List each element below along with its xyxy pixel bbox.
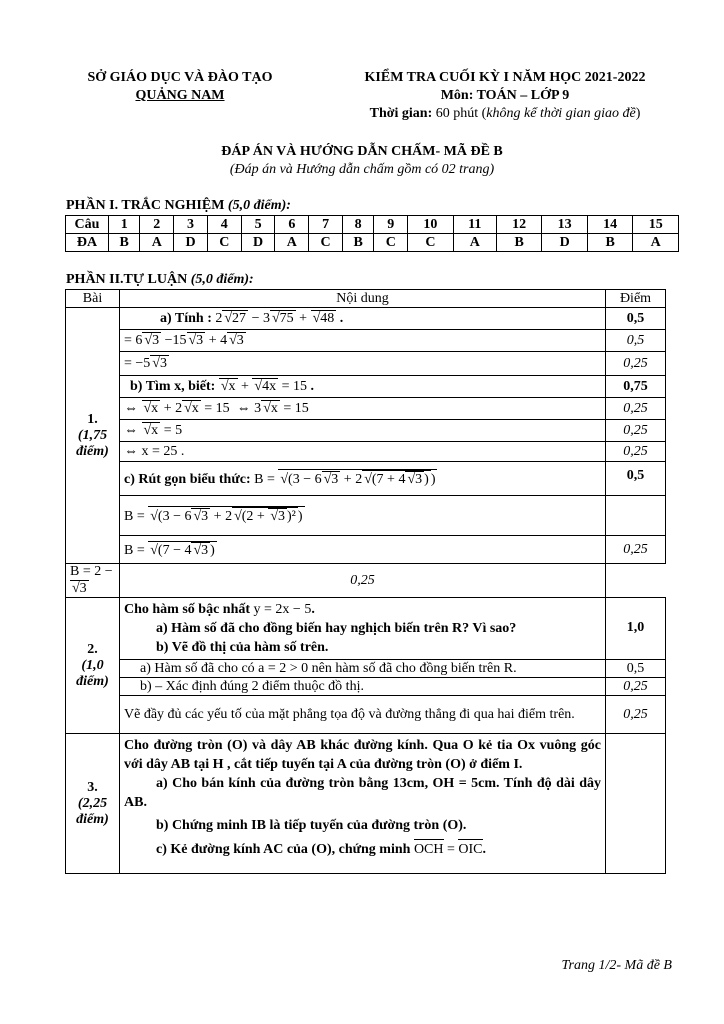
q1-points-1: (1,75	[77, 427, 108, 443]
mcq-number-cell: 13	[542, 216, 588, 234]
answer-key-subtitle: (Đáp án và Hướng dẫn chấm gồm có 02 trang)	[229, 162, 495, 177]
q1a-step1-row	[66, 330, 666, 352]
q2-score: 1,0	[606, 598, 666, 660]
q1c-step2-row	[66, 536, 666, 564]
angle-oic: OIC	[458, 839, 482, 859]
mcq-number-cell: 6	[275, 216, 309, 234]
mcq-number-cell: 12	[496, 216, 542, 234]
q1c-step3: B = 2 − √3	[66, 564, 120, 598]
province-name	[60, 88, 300, 104]
q2b-answer-row	[66, 678, 666, 696]
q2-label-cell	[66, 598, 120, 734]
q1c-label: c) Rút gọn biểu thức:	[124, 472, 255, 487]
q3-label-cell	[66, 734, 120, 874]
q1c-step2-score: 0,25	[606, 536, 666, 564]
col-header-score: Điểm	[606, 290, 666, 308]
q1a-score: 0,5	[606, 308, 666, 330]
q2-number: 2.	[87, 641, 98, 657]
q1c-expression: B = √(3 − 6 √3 + 2 √(7 + 4 √3 ) )	[254, 472, 437, 487]
mcq-answer-cell: C	[207, 234, 241, 252]
q2b-answer: b) – Xác định đúng 2 điểm thuộc đồ thị.	[120, 678, 606, 696]
q2c-answer-score: 0,25	[606, 696, 666, 734]
q1b-step3-score: 0,25	[606, 442, 666, 462]
col-header-content: Nội dung	[120, 290, 606, 308]
q1b-question	[120, 376, 606, 398]
q2-question	[120, 598, 606, 660]
subject-line: Môn: TOÁN – LỚP 9	[440, 88, 570, 103]
q2a-answer-row	[66, 660, 666, 678]
q2-points-2: điểm)	[76, 673, 109, 689]
page-footer: Trang 1/2- Mã đề B	[561, 958, 672, 973]
part2-points: (5,0 điểm):	[190, 272, 254, 287]
q3-question-row	[66, 734, 666, 874]
mcq-answer-cell: A	[140, 234, 174, 252]
row-label-cau: Câu	[66, 216, 109, 234]
time-close: )	[635, 106, 641, 121]
q3-points-2: điểm)	[76, 811, 109, 827]
q1b-expression: √x + √4x = 15 .	[220, 379, 314, 394]
exam-title: KIỂM TRA CUỐI KỲ I NĂM HỌC 2021-2022	[364, 70, 646, 85]
mcq-number-cell: 1	[109, 216, 140, 234]
time-note: không kể thời gian giao đề	[486, 106, 636, 121]
q1a-step2: = −5 √3	[120, 352, 606, 376]
department-name: SỞ GIÁO DỤC VÀ ĐÀO TẠO	[87, 70, 273, 85]
mcq-number-cell: 8	[342, 216, 373, 234]
q1a-step1-score: 0,5	[606, 330, 666, 352]
question-number-row	[66, 216, 679, 234]
q3-number: 3.	[87, 779, 98, 795]
q1b-step3-row	[66, 442, 666, 462]
part2-heading	[66, 272, 254, 288]
q2-points-1: (1,0	[81, 657, 104, 673]
q1a-expression: 2 √27 − 3 √75 + √48 .	[215, 311, 344, 326]
mcq-answer-cell: A	[453, 234, 496, 252]
mcq-answer-cell: D	[241, 234, 275, 252]
mcq-number-cell: 4	[207, 216, 241, 234]
q1a-step2-score: 0,25	[606, 352, 666, 376]
q2-function: y = 2x − 5	[253, 602, 312, 617]
part1-title: PHẦN I. TRẮC NGHIỆM	[66, 198, 228, 213]
mcq-answer-cell: C	[408, 234, 454, 252]
mcq-answer-cell: B	[496, 234, 542, 252]
q1a-row	[66, 308, 666, 330]
mcq-answer-cell: C	[374, 234, 408, 252]
q3-question	[120, 734, 606, 874]
mcq-answer-cell: D	[542, 234, 588, 252]
time-value: 60 phút (	[432, 106, 487, 121]
q2-intro-line: Cho hàm số bậc nhất y = 2x − 5.	[124, 602, 315, 617]
q3-score	[606, 734, 666, 874]
q3c-label: c) Kẻ đường kính AC của (O), chứng minh	[156, 842, 414, 857]
q1c-step3-row	[66, 564, 666, 598]
q1a-step2-row	[66, 352, 666, 376]
angle-och: OCH	[414, 839, 444, 859]
time-label: Thời gian:	[369, 106, 433, 121]
time-line	[330, 106, 680, 122]
q2a-answer-score: 0,5	[606, 660, 666, 678]
q3-points-1: (2,25	[77, 795, 108, 811]
q1b-step2-row	[66, 420, 666, 442]
province-text: QUẢNG NAM	[135, 88, 225, 103]
q1-label-cell	[66, 308, 120, 564]
q2b-answer-score: 0,25	[606, 678, 666, 696]
q1c-step1: B = √(3 − 6 √3 + 2 √(2 + √3 )² )	[120, 496, 606, 536]
part1-heading	[66, 198, 291, 214]
q1b-score: 0,75	[606, 376, 666, 398]
q1c-score: 0,5	[606, 462, 666, 496]
q2a-question: a) Hàm số đã cho đồng biến hay nghịch biến trên R? Vì sao?	[156, 621, 517, 636]
q3-intro: Cho đường tròn (O) và dây AB khác đường kính. Qua O kẻ tia Ox vuông góc với dây AB tại H , cắt tiếp tuyến tại A của đường tròn (O) ở điểm I.	[124, 738, 601, 772]
q1b-row	[66, 376, 666, 398]
q1b-step1-row	[66, 398, 666, 420]
q1a-step1: = 6 √3 −15 √3 + 4 √3	[120, 330, 606, 352]
multiple-choice-table	[65, 215, 679, 252]
mcq-answer-cell: D	[174, 234, 208, 252]
q2c-answer-row	[66, 696, 666, 734]
q3c-question: c) Kẻ đường kính AC của (O), chứng minh OCH = OIC.	[124, 839, 601, 859]
mcq-answer-cell: B	[587, 234, 633, 252]
q1b-step2-score: 0,25	[606, 420, 666, 442]
mcq-answer-cell: B	[109, 234, 140, 252]
q1-number: 1.	[87, 411, 98, 427]
mcq-number-cell: 9	[374, 216, 408, 234]
q1b-label: b) Tìm x, biết:	[130, 379, 219, 394]
essay-header-row	[66, 290, 666, 308]
q1b-step2: ⇔ √x = 5	[120, 420, 606, 442]
mcq-number-cell: 11	[453, 216, 496, 234]
mcq-number-cell: 2	[140, 216, 174, 234]
q2-question-row	[66, 598, 666, 660]
q1c-row	[66, 462, 666, 496]
q3b-question: b) Chứng minh IB là tiếp tuyến của đường tròn (O).	[156, 818, 467, 833]
q1b-step1-score: 0,25	[606, 398, 666, 420]
q2a-answer: a) Hàm số đã cho có a = 2 > 0 nên hàm số đã cho đồng biến trên R.	[120, 660, 606, 678]
mcq-number-cell: 7	[309, 216, 343, 234]
mcq-answer-cell: A	[275, 234, 309, 252]
mcq-number-cell: 14	[587, 216, 633, 234]
q1-points-2: điểm)	[76, 443, 109, 459]
q2c-answer: Vẽ đầy đủ các yếu tố của mặt phẳng tọa độ và đường thẳng đi qua hai điểm trên.	[120, 696, 606, 734]
q1c-question	[120, 462, 606, 496]
col-header-bai: Bài	[66, 290, 120, 308]
answer-key-title: ĐÁP ÁN VÀ HƯỚNG DẪN CHẤM- MÃ ĐỀ B	[221, 144, 503, 159]
mcq-number-cell: 5	[241, 216, 275, 234]
mcq-number-cell: 10	[408, 216, 454, 234]
row-label-da: ĐA	[66, 234, 109, 252]
mcq-answer-cell: A	[633, 234, 679, 252]
mcq-number-cell: 15	[633, 216, 679, 234]
q1a-question	[120, 308, 606, 330]
answer-row	[66, 234, 679, 252]
q3a-question: a) Cho bán kính của đường tròn bằng 13cm, OH = 5cm. Tính độ dài dây AB.	[124, 776, 601, 810]
q1b-step1: ⇔ √x + 2 √x = 15 ⇔ 3 √x = 15	[120, 398, 606, 420]
q1a-label: a) Tính :	[160, 311, 216, 326]
part2-title: PHẦN II.TỰ LUẬN	[66, 272, 191, 287]
q1c-step3-score: 0,25	[120, 564, 606, 598]
q1b-step3: ⇔ x = 25 .	[120, 442, 606, 462]
part1-points: (5,0 điểm):	[227, 198, 291, 213]
q2-intro: Cho hàm số bậc nhất	[124, 602, 254, 617]
q2b-question: b) Vẽ đồ thị của hàm số trên.	[156, 640, 329, 655]
q1c-step1-row	[66, 496, 666, 536]
q1c-step1-score	[606, 496, 666, 536]
mcq-answer-cell: B	[342, 234, 373, 252]
mcq-answer-cell: C	[309, 234, 343, 252]
mcq-number-cell: 3	[174, 216, 208, 234]
q1c-step2: B = √(7 − 4 √3 )	[120, 536, 606, 564]
essay-grading-table	[65, 289, 666, 874]
